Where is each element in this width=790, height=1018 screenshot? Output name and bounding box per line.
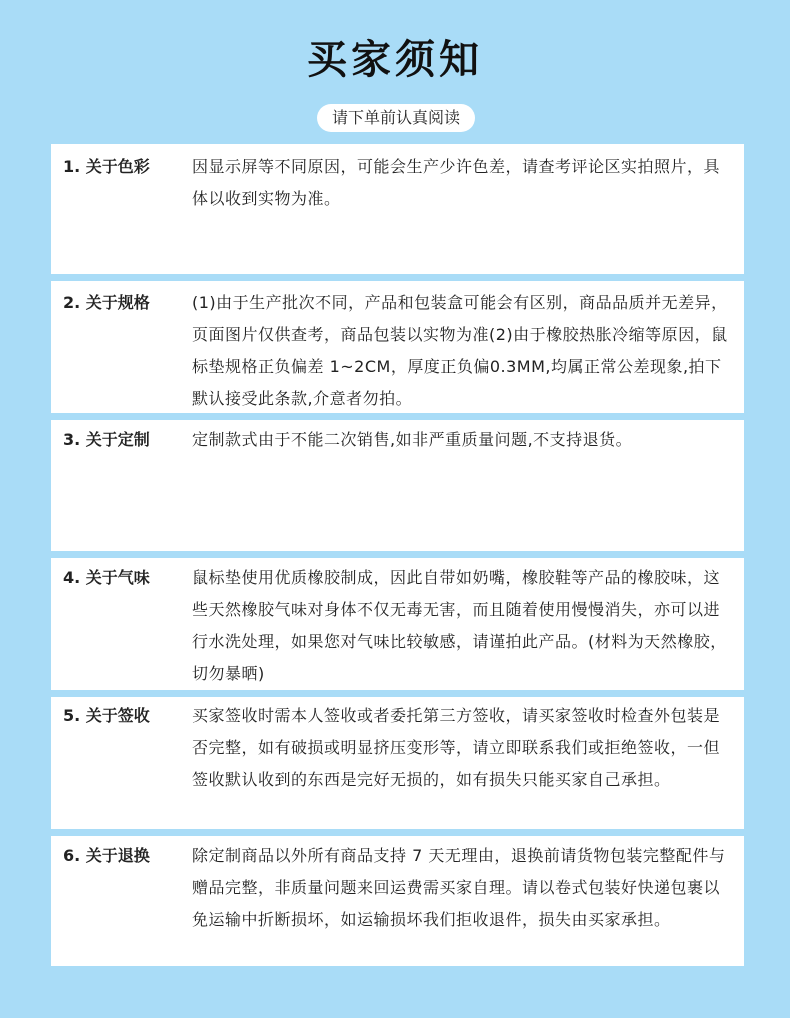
notice-label: 5. 关于签收 (63, 706, 150, 725)
page-title: 买家须知 (307, 37, 483, 83)
notice-card-return (51, 836, 744, 966)
notice-text: 定制款式由于不能二次销售,如非严重质量问题,不支持退货。 (192, 430, 633, 449)
notice-label: 3. 关于定制 (63, 430, 150, 449)
notice-card-spec (51, 281, 744, 413)
notice-card-signing (51, 697, 744, 829)
notice-text: 除定制商品以外所有商品支持 7 天无理由，退换前请货物包装完整配件与赠品完整，非质量问题来回运费需买家自理。请以卷式包装好快递包裹以免运输中折断损坏，如运输损坏我们拒收退件，损失由买家承担。 (192, 846, 726, 929)
notice-text: (1)由于生产批次不同，产品和包装盒可能会有区别，商品品质并无差异，页面图片仅供查考，商品包装以实物为准(2)由于橡胶热胀冷缩等原因，鼠标垫规格正负偏差 1~2CM，厚度正负偏0.3MM,均属正常公差现象,拍下默认接受此条款,介意者勿拍。 (192, 293, 728, 408)
notice-card-custom (51, 420, 744, 551)
notice-label: 6. 关于退换 (63, 846, 150, 865)
notice-text: 鼠标垫使用优质橡胶制成，因此自带如奶嘴，橡胶鞋等产品的橡胶味，这些天然橡胶气味对身体不仅无毒无害，而且随着使用慢慢消失，亦可以进行水洗处理，如果您对气味比较敏感，请谨拍此产品。(材料为天然橡胶，切勿暴晒) (192, 568, 727, 683)
notice-card-color (51, 144, 744, 274)
notice-text: 买家签收时需本人签收或者委托第三方签收，请买家签收时检查外包装是否完整，如有破损或明显挤压变形等，请立即联系我们或拒绝签收，一但签收默认收到的东西是完好无损的，如有损失只能买家自己承担。 (192, 706, 721, 789)
notice-label: 1. 关于色彩 (63, 157, 150, 176)
notice-card-smell (51, 558, 744, 690)
subtitle-badge: 请下单前认真阅读 (317, 104, 475, 132)
notice-text: 因显示屏等不同原因，可能会生产少许色差，请查考评论区实拍照片，具体以收到实物为准。 (192, 157, 721, 208)
notice-label: 4. 关于气味 (63, 568, 150, 587)
notice-label: 2. 关于规格 (63, 293, 150, 312)
